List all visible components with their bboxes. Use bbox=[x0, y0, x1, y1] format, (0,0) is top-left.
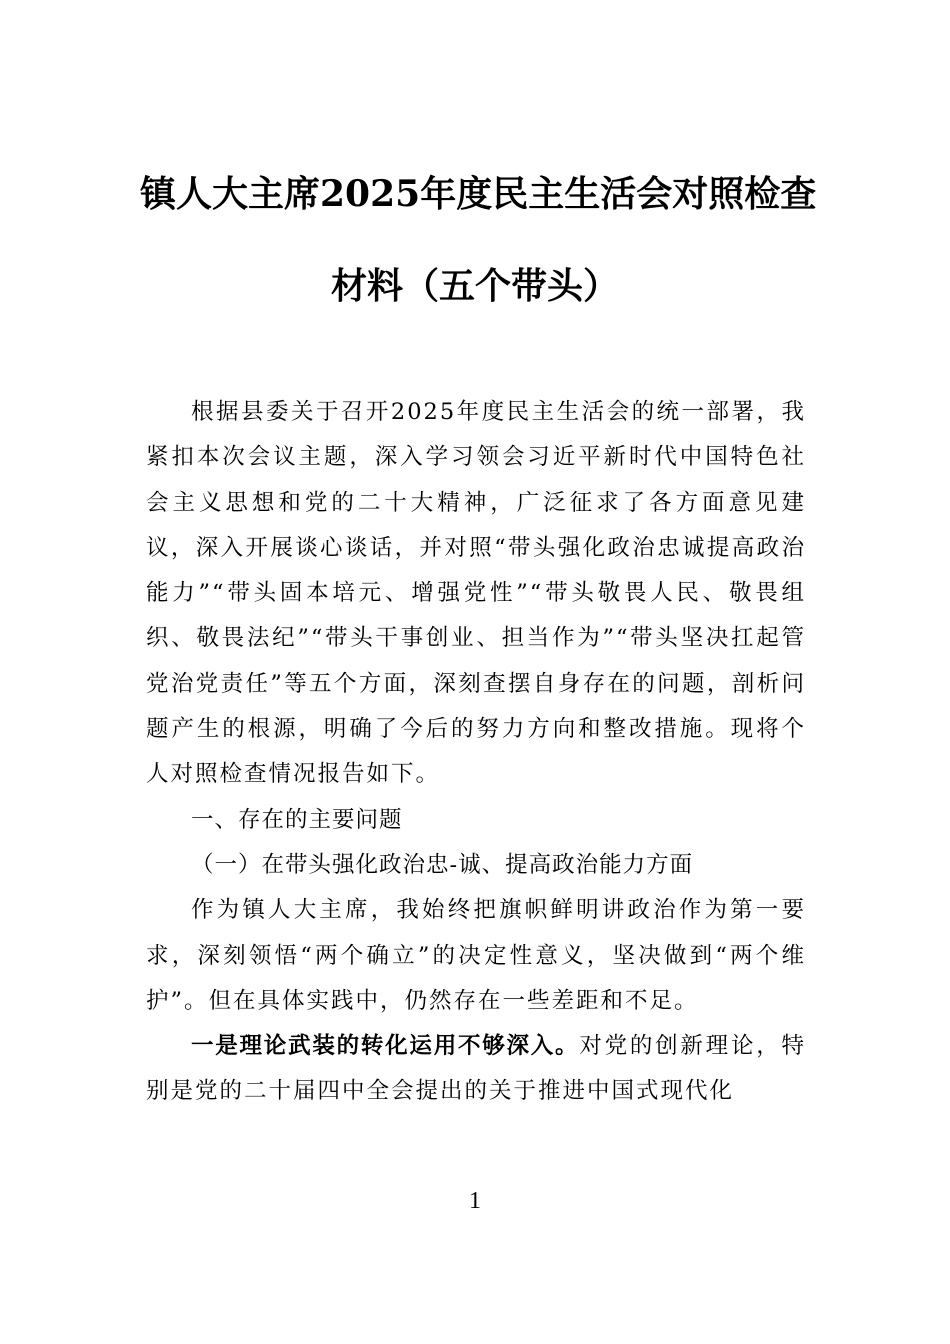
document-title-line-2: 材料（五个带头） bbox=[330, 265, 619, 307]
document-body bbox=[146, 390, 806, 1115]
section-heading-problems: 一、存在的主要问题 bbox=[191, 806, 403, 833]
point-bold-lead: 一是理论武装的转化运用不够深入。 bbox=[191, 1033, 580, 1060]
point-paragraph bbox=[146, 1024, 806, 1115]
intro-paragraph: 根据县委关于召开2025年度民主生活会的统一部署，我紧扣本次会议主题，深入学习领会习近平新时代中国特色社会主义思想和党的二十大精神，广泛征求了各方面意见建议，深入开展谈心谈话，并对照“带头强化政治忠诚提高政治能力”“带头固本培元、增强党性”“带头敬畏人民、敬畏组织、敬畏法纪”“带头干事创业、担当作为”“带头坚决扛起管党治党责任”等五个方面，深刻查摆自身存在的问题，剖析问题产生的根源，明确了今后的努力方向和整改措施。现将个人对照检查情况报告如下。 bbox=[146, 399, 806, 788]
subsection-heading-political-loyalty: （一）在带头强化政治忠-诚、提高政治能力方面 bbox=[191, 851, 694, 878]
subsection-paragraph: 作为镇人大主席，我始终把旗帜鲜明讲政治作为第一要求，深刻领悟“两个确立”的决定性意义，坚决做到“两个维护”。但在具体实践中，仍然存在一些差距和不足。 bbox=[146, 897, 806, 1014]
page-number: 1 bbox=[469, 1188, 481, 1214]
point-text: 对党的创新理论，特别是党的二十届四中全会提出的关于推进中国式现代化 bbox=[146, 1033, 806, 1105]
document-title-line-1: 镇人大主席2025年度民主生活会对照检查 bbox=[140, 173, 817, 215]
